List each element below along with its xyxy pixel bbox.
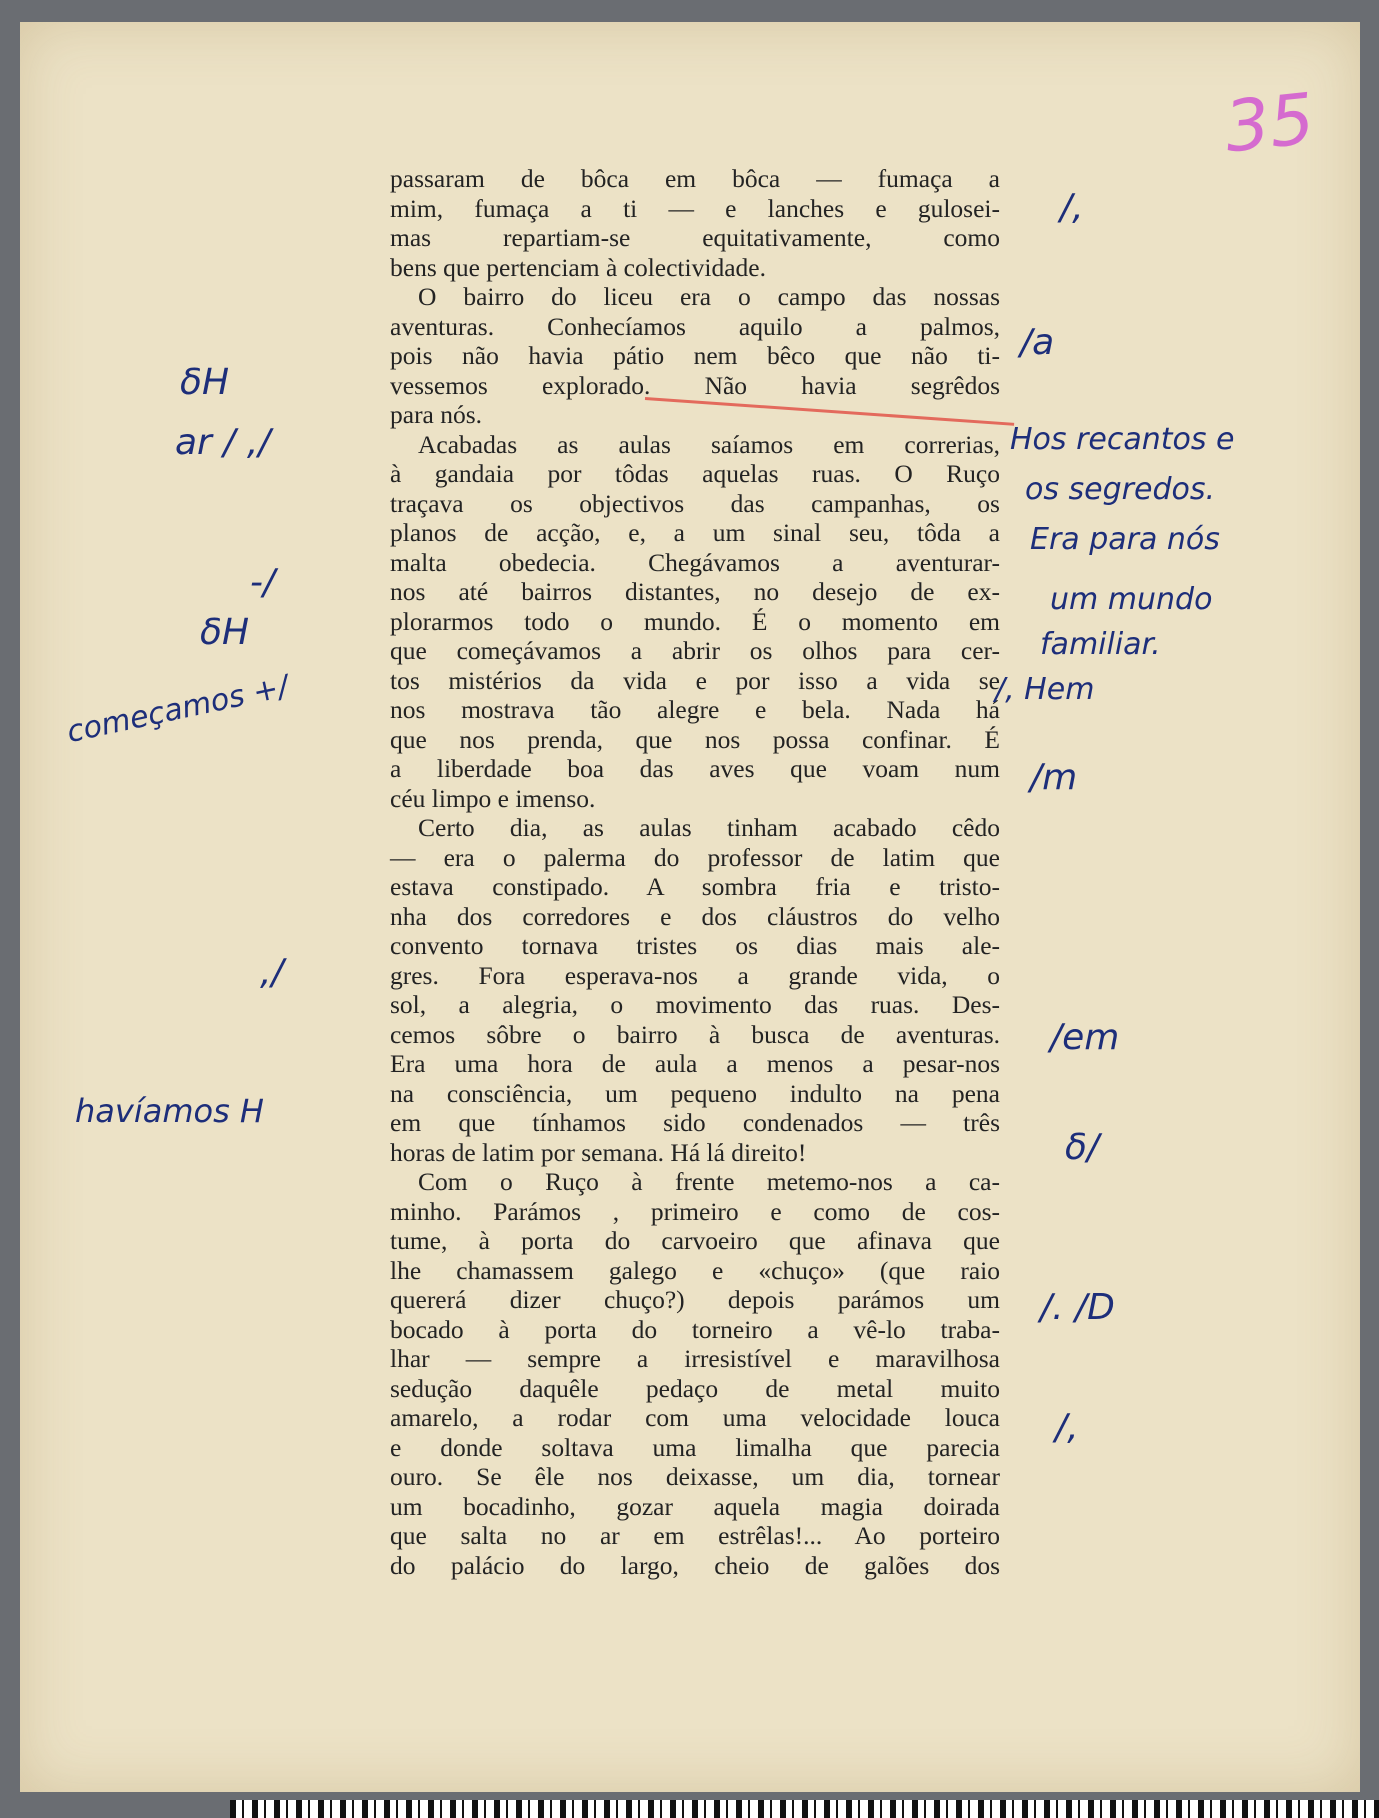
text-line: aventuras. Conhecíamos aquilo a palmos,	[390, 311, 1000, 341]
text-line: bens que pertenciam à colectividade.	[390, 252, 766, 282]
margin-note-right-13: /,	[1055, 1407, 1079, 1448]
margin-note-right-1: /,	[1060, 187, 1084, 228]
margin-note-right-5: Era para nós	[1030, 522, 1220, 557]
text-line: a liberdade boa das aves que voam num	[390, 754, 1000, 783]
text-line: mim, fumaça a ti — e lanches e gulosei-	[390, 193, 1000, 223]
text-line: quererá dizer chuço?) depois parámos um	[390, 1285, 1000, 1314]
text-line: plorarmos todo o mundo. É o momento em	[390, 606, 1000, 636]
margin-note-left-3: -/	[250, 562, 276, 603]
text-line: minho. Parámos , primeiro e como de cos-	[390, 1196, 1000, 1226]
margin-note-left-7: havíamos H	[75, 1092, 264, 1130]
text-line: sol, a alegria, o movimento das ruas. Des-	[390, 990, 1000, 1019]
margin-note-right-8: /, Hem	[995, 672, 1095, 707]
text-line: na consciência, um pequeno indulto na pena	[390, 1078, 1000, 1108]
text-line: Era uma hora de aula a menos a pesar-nos	[390, 1049, 1000, 1078]
printed-text	[390, 164, 1000, 1580]
color-scale-bar	[230, 1800, 1379, 1818]
text-line: gres. Fora esperava-nos a grande vida, o	[390, 960, 1000, 990]
text-line: um bocadinho, gozar aquela magia doirada	[390, 1491, 1000, 1521]
margin-note-left-6: ,/	[260, 952, 284, 993]
text-line: sedução daquêle pedaço de metal muito	[390, 1373, 1000, 1403]
margin-note-left-5: começamos +/	[63, 668, 292, 751]
text-line: vessemos explorado. Não havia segrêdos	[390, 370, 1000, 400]
text-line: amarelo, a rodar com uma velocidade louca	[390, 1403, 1000, 1432]
text-line: O bairro do liceu era o campo das nossas	[418, 282, 1000, 311]
text-line: céu limpo e imenso.	[390, 783, 596, 813]
margin-note-right-11: δ/	[1065, 1127, 1100, 1168]
text-line: tos mistérios da vida e por isso a vida se	[390, 665, 1000, 695]
text-line: nos mostrava tão alegre e bela. Nada há	[390, 695, 1000, 724]
text-line: para nós.	[390, 400, 483, 429]
text-line: pois não havia pátio nem bêco que não ti-	[390, 341, 1000, 370]
text-line: do palácio do largo, cheio de galões dos	[390, 1550, 1000, 1580]
text-line: que começávamos a abrir os olhos para cer-	[390, 636, 1000, 665]
text-line: cemos sôbre o bairro à busca de aventuras.	[390, 1019, 1000, 1049]
text-line: bocado à porta do torneiro a vê-lo traba-	[390, 1314, 1000, 1344]
text-line: nos até bairros distantes, no desejo de ex-	[390, 577, 1000, 606]
text-line: passaram de bôca em bôca — fumaça a	[390, 164, 1000, 193]
margin-note-left-2: ar / ,/	[175, 422, 271, 463]
text-line: à gandaia por tôdas aquelas ruas. O Ruço	[390, 459, 1000, 488]
margin-note-right-7: familiar.	[1040, 627, 1161, 662]
text-line: estava constipado. A sombra fria e tristo-	[390, 872, 1000, 901]
margin-note-left-4: δH	[200, 612, 250, 653]
text-line: lhe chamassem galego e «chuço» (que raio	[390, 1255, 1000, 1285]
text-line: que nos prenda, que nos possa confinar. É	[390, 724, 1000, 754]
text-line: horas de latim por semana. Há lá direito!	[390, 1137, 807, 1167]
text-line: e donde soltava uma limalha que parecia	[390, 1432, 1000, 1462]
margin-note-right-4: os segredos.	[1025, 472, 1216, 507]
manuscript-page	[20, 22, 1360, 1792]
text-line: Acabadas as aulas saíamos em correrias,	[418, 429, 1000, 459]
text-line: lhar — sempre a irresistível e maravilhosa	[390, 1344, 1000, 1373]
margin-note-right-12: /. /D	[1040, 1287, 1115, 1328]
text-line: Certo dia, as aulas tinham acabado cêdo	[418, 813, 1000, 842]
text-line: Com o Ruço à frente metemo-nos a ca-	[418, 1167, 1000, 1196]
margin-note-right-3: Hos recantos e	[1010, 422, 1235, 457]
margin-note-left-1: δH	[180, 362, 230, 403]
text-line: convento tornava tristes os dias mais ale-	[390, 931, 1000, 960]
margin-note-right-2: /a	[1020, 322, 1055, 363]
text-line: traçava os objectivos das campanhas, os	[390, 488, 1000, 518]
text-line: tume, à porta do carvoeiro que afinava que	[390, 1226, 1000, 1255]
text-line: nha dos corredores e dos cláustros do velho	[390, 901, 1000, 931]
text-line: que salta no ar em estrêlas!... Ao porteiro	[390, 1521, 1000, 1550]
margin-note-right-9: /m	[1030, 757, 1078, 798]
text-line: planos de acção, e, a um sinal seu, tôda a	[390, 518, 1000, 547]
text-line: malta obedecia. Chegávamos a aventurar-	[390, 547, 1000, 577]
text-line: — era o palerma do professor de latim que	[390, 842, 1000, 872]
text-line: mas repartiam-se equitativamente, como	[390, 223, 1000, 252]
margin-note-right-10: /em	[1050, 1017, 1120, 1058]
text-line: em que tínhamos sido condenados — três	[390, 1108, 1000, 1137]
page-number: 35	[1220, 77, 1319, 169]
margin-note-right-6: um mundo	[1050, 582, 1213, 617]
text-line: ouro. Se êle nos deixasse, um dia, tornear	[390, 1462, 1000, 1491]
